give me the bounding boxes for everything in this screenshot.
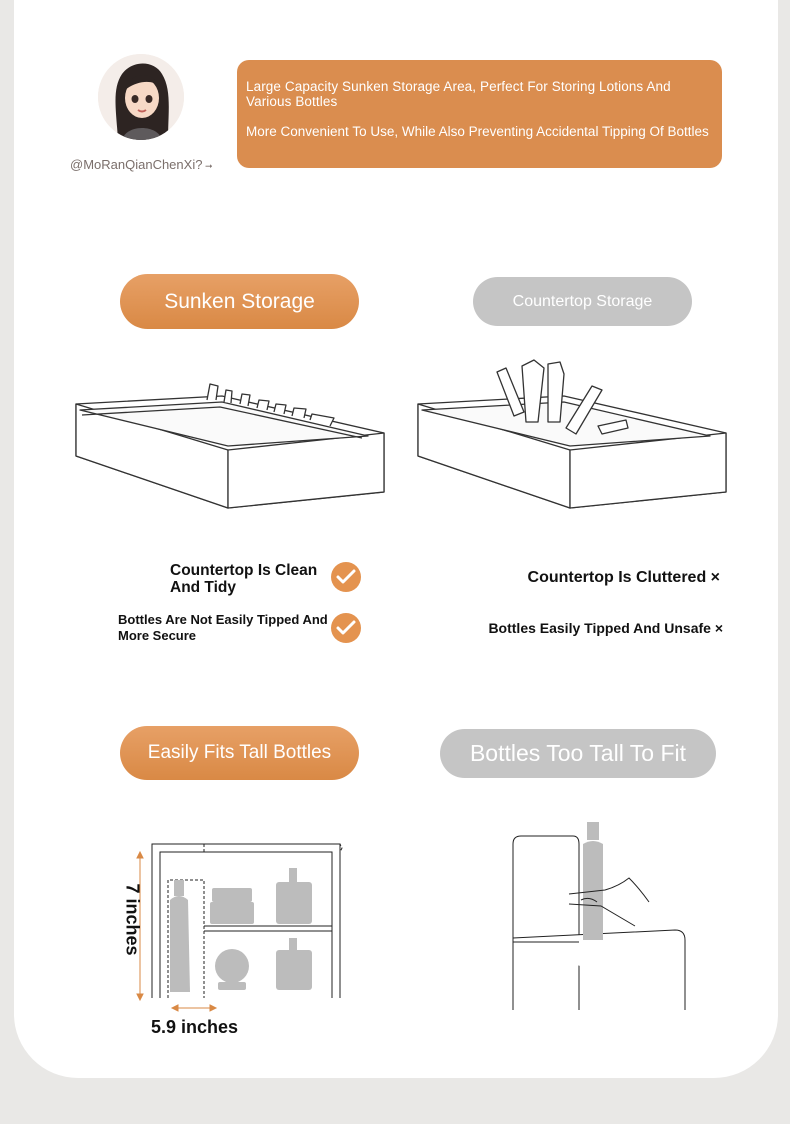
check-icon: [331, 613, 361, 643]
countertop-tray-illustration: [414, 352, 734, 522]
easily-tipped-text: Bottles Easily Tipped And Unsafe ×: [488, 620, 723, 636]
height-label: 7 inches: [122, 882, 143, 956]
clean-tidy-text: Countertop Is Clean And Tidy: [170, 562, 318, 596]
width-label: 5.9 inches: [151, 1017, 239, 1037]
avatar: [98, 54, 184, 140]
banner-line-2: More Convenient To Use, While Also Preventing Accidental Tipping Of Bottles: [246, 124, 709, 139]
sunken-storage-pill: Sunken Storage: [120, 274, 359, 329]
product-card: [14, 0, 778, 1078]
feature-banner: [237, 60, 722, 168]
not-easily-tipped-text: Bottles Are Not Easily Tipped And More Secure: [118, 612, 328, 643]
fits-tall-bottles-pill: Easily Fits Tall Bottles: [120, 726, 359, 780]
avatar-illustration: [98, 54, 184, 140]
countertop-storage-pill: Countertop Storage: [473, 277, 692, 326]
user-handle: @MoRanQianChenXi? ➞: [70, 157, 213, 172]
cluttered-text: Countertop Is Cluttered ×: [527, 569, 720, 586]
too-tall-illustration: [509, 818, 709, 1014]
sunken-tray-illustration: [72, 380, 392, 520]
tall-bottles-illustration: [134, 836, 354, 1016]
too-tall-pill: Bottles Too Tall To Fit: [440, 729, 716, 778]
check-icon: [331, 562, 361, 592]
banner-line-1: Large Capacity Sunken Storage Area, Perfect For Storing Lotions And Various Bottles: [246, 79, 671, 109]
height-dimension: [107, 874, 157, 964]
